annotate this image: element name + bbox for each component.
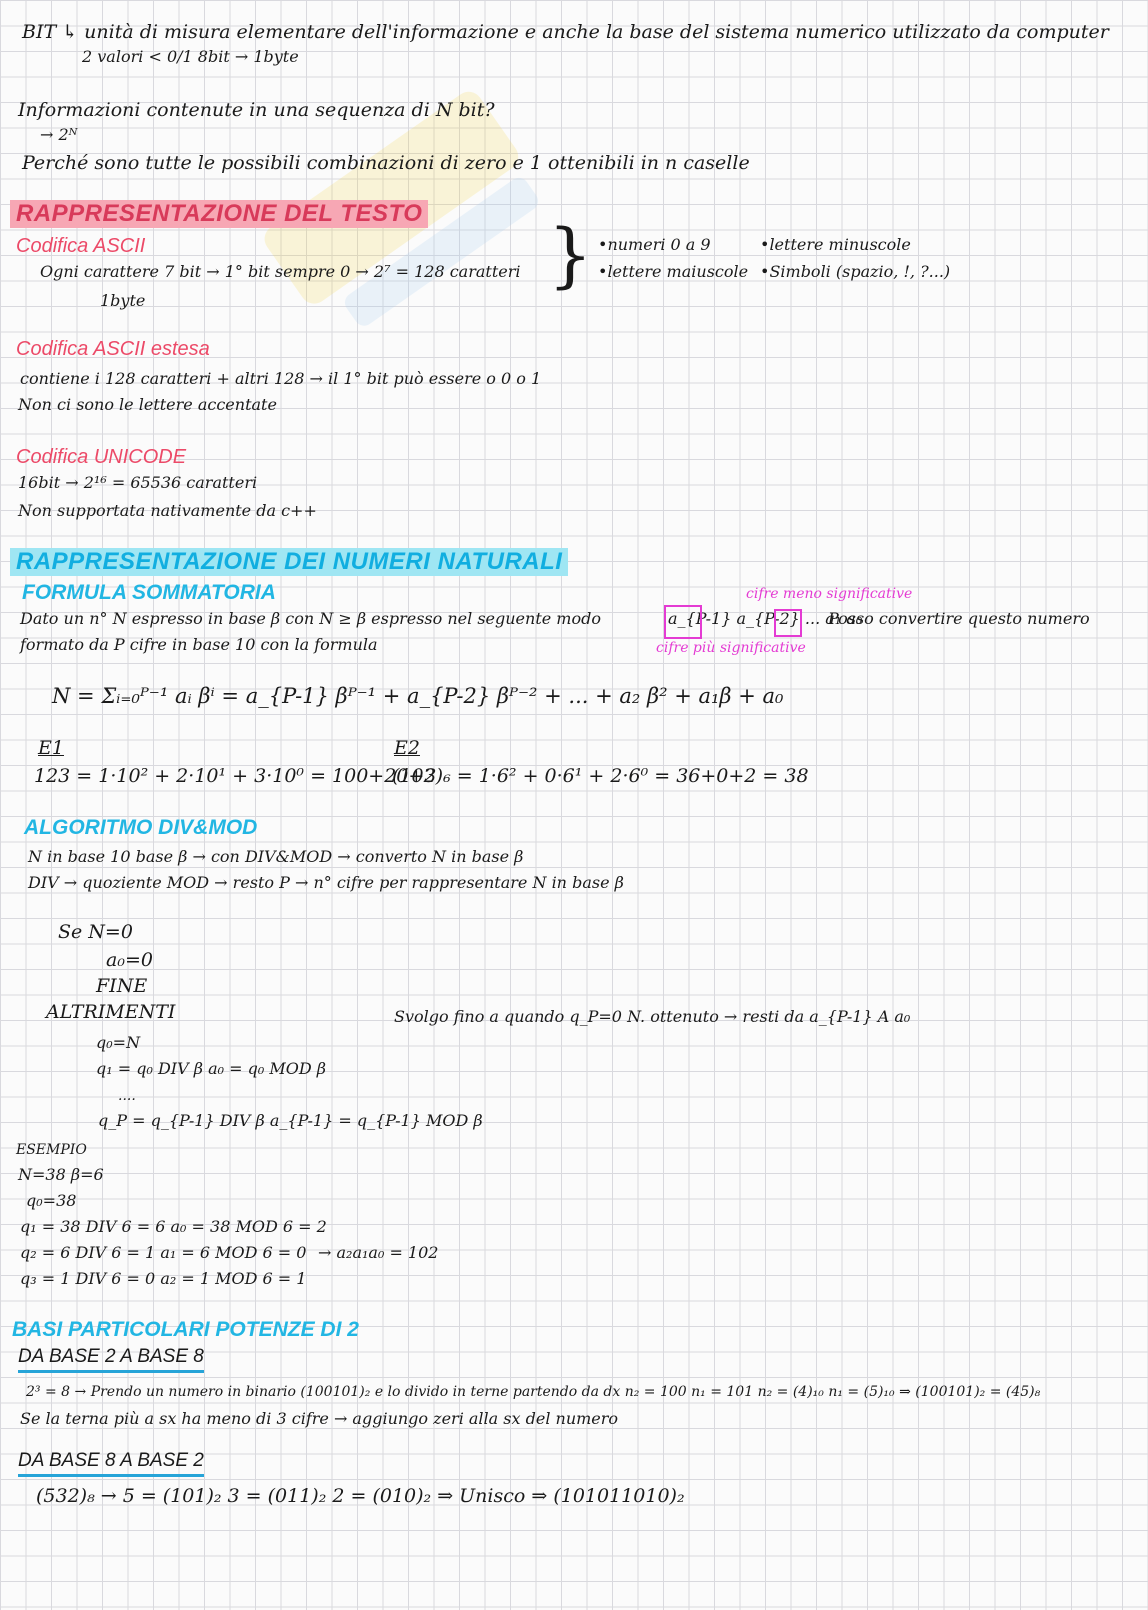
info-answer: → 2ᴺ xyxy=(40,125,78,144)
perche-line: Perché sono tutte le possibili combinazioni di zero e 1 ottenibili in n caselle xyxy=(22,152,750,174)
algo-qp: q_P = q_{P-1} DIV β a_{P-1} = q_{P-1} MOD β xyxy=(98,1111,483,1130)
divmod-title: ALGORITMO DIV&MOD xyxy=(24,816,258,839)
algo-q1: q₁ = q₀ DIV β a₀ = q₀ MOD β xyxy=(96,1059,327,1078)
ascii-byte: 1byte xyxy=(100,291,146,310)
annotation-meno-significative: cifre meno significative xyxy=(746,586,913,602)
ascii-title: Codifica ASCII xyxy=(16,235,146,257)
info-question: Informazioni contenute in una sequenza di N bit? xyxy=(18,99,495,121)
b2to8-line: 2³ = 8 → Prendo un numero in binario (100101)₂ e lo divido in terne partendo da dx n₂ = 100 n₁ = 101 n₂ = (4)₁₀ n₁ = (5)₁₀ ⇒ (100101)₂ = (45)₈ xyxy=(26,1384,1041,1400)
esempio-line: q₂ = 6 DIV 6 = 1 a₁ = 6 MOD 6 = 0 xyxy=(20,1243,307,1262)
formato-line: formato da P cifre in base 10 con la formula xyxy=(20,635,378,654)
box-highlight xyxy=(774,609,802,637)
section-title-naturali: RAPPRESENTAZIONE DEI NUMERI NATURALI xyxy=(10,548,568,576)
esempio-result: → a₂a₁a₀ = 102 xyxy=(318,1243,439,1262)
section-title-testo: RAPPRESENTAZIONE DEL TESTO xyxy=(10,200,428,228)
posso-line: Posso convertire questo numero xyxy=(828,609,1090,628)
example-label: E2 xyxy=(394,737,420,759)
b2to8-line: Se la terna più a sx ha meno di 3 cifre → aggiungo zeri alla sx del numero xyxy=(20,1409,619,1428)
annotation-piu-significative: cifre più significative xyxy=(656,640,806,656)
esempio-line: q₁ = 38 DIV 6 = 6 a₀ = 38 MOD 6 = 2 xyxy=(20,1217,327,1236)
algo-q0: q₀=N xyxy=(96,1033,141,1052)
b8to2-line: (532)₈ → 5 = (101)₂ 3 = (011)₂ 2 = (010)₂ ⇒ Unisco ⇒ (101011010)₂ xyxy=(36,1485,685,1507)
ascii-ext-line: Non ci sono le lettere accentate xyxy=(18,395,277,414)
brace-symbol: } xyxy=(548,214,593,296)
ascii-list-item: •Simboli (spazio, !, ?...) xyxy=(760,262,951,281)
ascii-list-item: •numeri 0 a 9 xyxy=(598,235,711,254)
b2to8-title: DA BASE 2 A BASE 8 xyxy=(18,1346,204,1373)
digits-expression: a_{P-1} a_{P-2} ... a₁ a₀ xyxy=(668,609,863,628)
esempio-line: N=38 β=6 xyxy=(18,1165,104,1184)
ascii-ext-line: contiene i 128 caratteri + altri 128 → il 1° bit può essere o 0 o 1 xyxy=(20,369,542,388)
example-2: (102)₆ = 1·6² + 0·6¹ + 2·6⁰ = 36+0+2 = 38 xyxy=(392,765,809,787)
unicode-line: Non supportata nativamente da c++ xyxy=(18,501,317,520)
algo-fine: FINE xyxy=(96,975,148,997)
box-highlight xyxy=(664,605,702,639)
esempio-line: q₀=38 xyxy=(26,1191,77,1210)
unicode-line: 16bit → 2¹⁶ = 65536 caratteri xyxy=(18,473,258,492)
divmod-line: N in base 10 base β → con DIV&MOD → converto N in base β xyxy=(28,847,524,866)
esempio-line: q₃ = 1 DIV 6 = 0 a₂ = 1 MOD 6 = 1 xyxy=(20,1269,307,1288)
formula-title: FORMULA SOMMATORIA xyxy=(22,581,276,604)
algo-se: Se N=0 xyxy=(58,921,133,943)
dato-line: Dato un n° N espresso in base β con N ≥ β espresso nel seguente modo xyxy=(20,609,601,628)
example-1: 123 = 1·10² + 2·10¹ + 3·10⁰ = 100+20+3 xyxy=(34,765,437,787)
algo-altrimenti: ALTRIMENTI xyxy=(46,1001,176,1023)
basi-title: BASI PARTICOLARI POTENZE DI 2 xyxy=(12,1318,359,1341)
ascii-list-item: •lettere minuscole xyxy=(760,235,911,254)
divmod-line: DIV → quoziente MOD → resto P → n° cifre per rappresentare N in base β xyxy=(28,873,624,892)
algo-a0: a₀=0 xyxy=(106,949,153,971)
example-label: E1 xyxy=(38,737,64,759)
algo-svolgo: Svolgo fino a quando q_P=0 N. ottenuto → resti da a_{P-1} A a₀ xyxy=(394,1007,911,1026)
bit-values: 2 valori < 0/1 8bit → 1byte xyxy=(82,47,299,66)
ascii-list-item: •lettere maiuscole xyxy=(598,262,749,281)
esempio-label: ESEMPIO xyxy=(16,1142,87,1158)
unicode-title: Codifica UNICODE xyxy=(16,446,187,468)
bit-definition: BIT ↳ unità di misura elementare dell'informazione e anche la base del sistema numerico utilizzato da computer xyxy=(22,21,1109,43)
b8to2-title: DA BASE 8 A BASE 2 xyxy=(18,1450,204,1477)
ascii-line: Ogni carattere 7 bit → 1° bit sempre 0 → 2⁷ = 128 caratteri xyxy=(40,262,521,281)
sum-formula: N = Σᵢ₌₀ᴾ⁻¹ aᵢ βⁱ = a_{P-1} βᴾ⁻¹ + a_{P-2} βᴾ⁻² + ... + a₂ β² + a₁β + a₀ xyxy=(52,684,784,708)
ascii-ext-title: Codifica ASCII estesa xyxy=(16,338,210,360)
algo-dots: .... xyxy=(118,1088,136,1104)
